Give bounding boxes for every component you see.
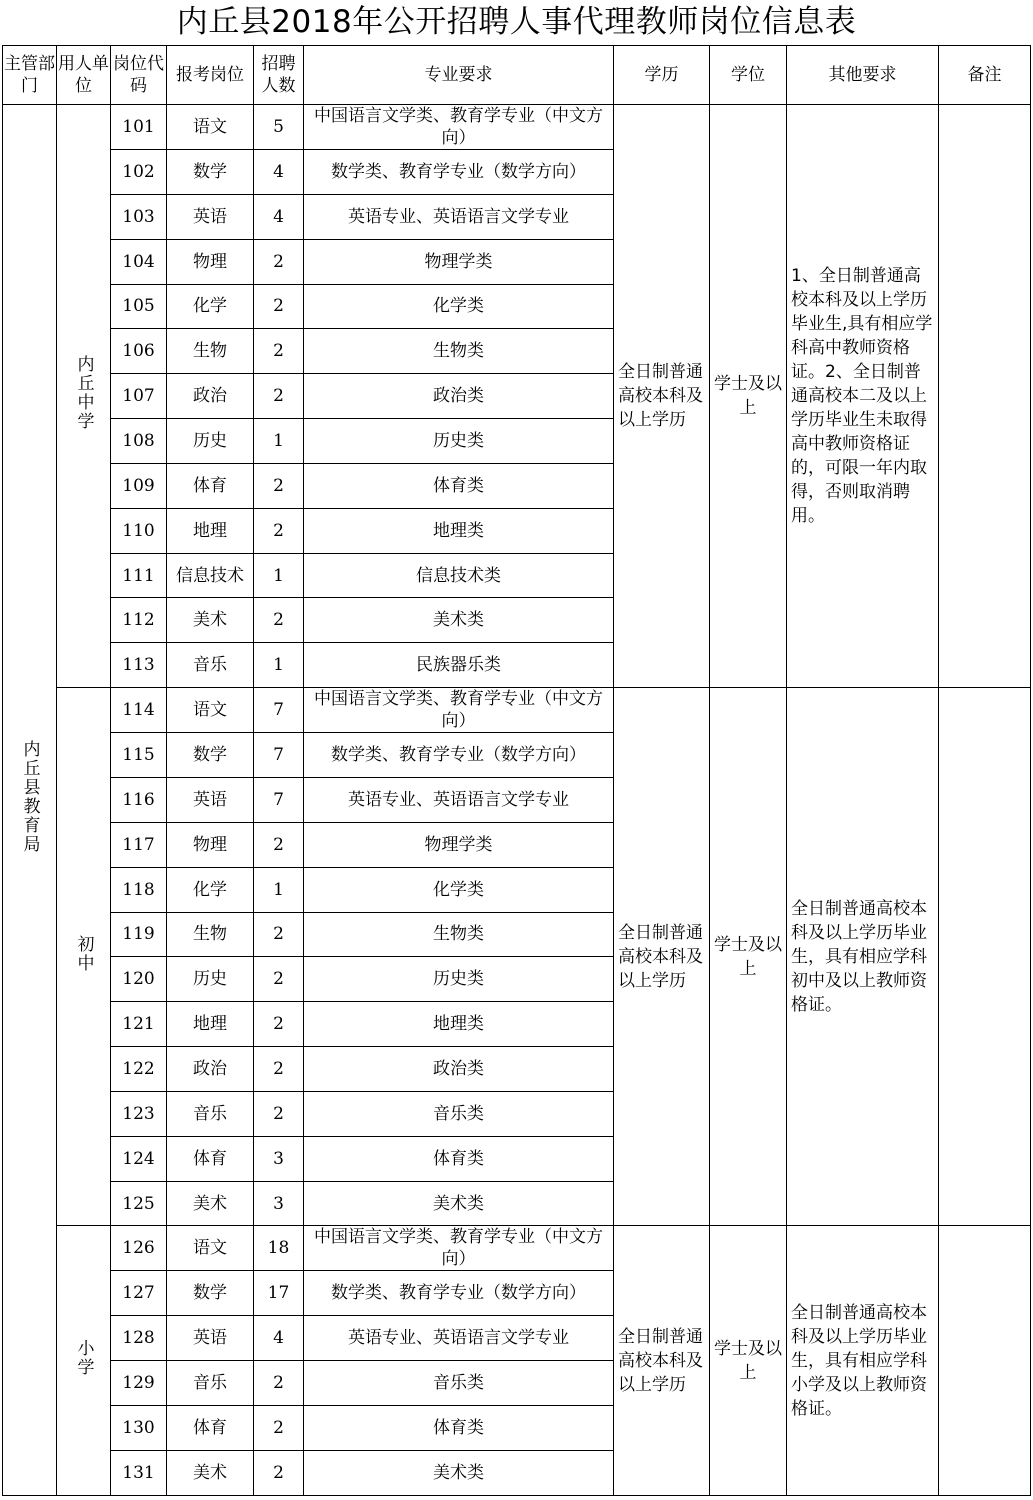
position-name: 化学 [167, 284, 254, 329]
position-code: 105 [111, 284, 167, 329]
header-unit: 用人单位 [57, 46, 111, 105]
major-requirement: 政治类 [304, 374, 614, 419]
position-count: 3 [254, 1136, 304, 1181]
position-code: 128 [111, 1316, 167, 1361]
position-code: 101 [111, 105, 167, 150]
unit-name: 小学 [73, 1338, 94, 1377]
position-name: 数学 [167, 733, 254, 778]
position-name: 生物 [167, 912, 254, 957]
position-name: 语文 [167, 105, 254, 150]
position-count: 3 [254, 1181, 304, 1226]
position-code: 118 [111, 867, 167, 912]
position-code: 120 [111, 957, 167, 1002]
major-requirement: 英语专业、英语语言文学专业 [304, 1316, 614, 1361]
table-row [3, 105, 1031, 150]
unit-cell [57, 688, 111, 1226]
major-requirement: 化学类 [304, 284, 614, 329]
other-requirement: 全日制普通高校本科及以上学历毕业生，具有相应学科小学及以上教师资格证。 [787, 1226, 939, 1496]
position-name: 化学 [167, 867, 254, 912]
position-code: 127 [111, 1271, 167, 1316]
major-requirement: 生物类 [304, 912, 614, 957]
major-requirement: 美术类 [304, 1450, 614, 1495]
major-requirement: 生物类 [304, 329, 614, 374]
position-count: 2 [254, 912, 304, 957]
position-code: 106 [111, 329, 167, 374]
major-requirement: 物理学类 [304, 239, 614, 284]
position-name: 音乐 [167, 1091, 254, 1136]
position-name: 英语 [167, 194, 254, 239]
position-count: 2 [254, 463, 304, 508]
degree-requirement: 学士及以上 [710, 688, 787, 1226]
position-code: 123 [111, 1091, 167, 1136]
major-requirement: 历史类 [304, 419, 614, 464]
header-other: 其他要求 [787, 46, 939, 105]
position-code: 104 [111, 239, 167, 284]
position-count: 2 [254, 1361, 304, 1406]
positions-table [2, 45, 1031, 1496]
position-count: 1 [254, 867, 304, 912]
degree-requirement: 学士及以上 [710, 1226, 787, 1496]
position-name: 音乐 [167, 1361, 254, 1406]
major-requirement: 美术类 [304, 1181, 614, 1226]
position-count: 2 [254, 1091, 304, 1136]
position-name: 美术 [167, 598, 254, 643]
position-code: 130 [111, 1405, 167, 1450]
position-code: 122 [111, 1047, 167, 1092]
position-name: 物理 [167, 239, 254, 284]
major-requirement: 音乐类 [304, 1091, 614, 1136]
position-count: 2 [254, 284, 304, 329]
degree-requirement: 学士及以上 [710, 105, 787, 688]
position-name: 英语 [167, 778, 254, 823]
major-requirement: 物理学类 [304, 822, 614, 867]
position-name: 历史 [167, 957, 254, 1002]
other-requirement: 全日制普通高校本科及以上学历毕业生，具有相应学科初中及以上教师资格证。 [787, 688, 939, 1226]
position-name: 语文 [167, 688, 254, 733]
position-count: 2 [254, 1047, 304, 1092]
position-count: 4 [254, 1316, 304, 1361]
header-code: 岗位代码 [111, 46, 167, 105]
position-count: 2 [254, 239, 304, 284]
header-education: 学历 [614, 46, 710, 105]
position-code: 103 [111, 194, 167, 239]
position-name: 体育 [167, 1405, 254, 1450]
remark-cell [939, 105, 1031, 688]
page-title: 内丘县2018年公开招聘人事代理教师岗位信息表 [176, 4, 857, 40]
position-name: 语文 [167, 1226, 254, 1271]
position-count: 2 [254, 508, 304, 553]
position-count: 2 [254, 1002, 304, 1047]
major-requirement: 历史类 [304, 957, 614, 1002]
position-name: 体育 [167, 463, 254, 508]
header-major: 专业要求 [304, 46, 614, 105]
education-requirement: 全日制普通高校本科及以上学历 [614, 688, 710, 1226]
position-name: 美术 [167, 1181, 254, 1226]
position-count: 2 [254, 822, 304, 867]
position-code: 110 [111, 508, 167, 553]
major-requirement: 数学类、教育学专业（数学方向） [304, 1271, 614, 1316]
remark-cell [939, 1226, 1031, 1496]
position-count: 7 [254, 778, 304, 823]
position-name: 历史 [167, 419, 254, 464]
position-code: 111 [111, 553, 167, 598]
position-code: 121 [111, 1002, 167, 1047]
table-row [3, 1226, 1031, 1271]
position-name: 英语 [167, 1316, 254, 1361]
position-count: 2 [254, 374, 304, 419]
position-count: 4 [254, 150, 304, 195]
header-remark: 备注 [939, 46, 1031, 105]
major-requirement: 中国语言文学类、教育学专业（中文方向） [304, 105, 614, 150]
major-requirement: 中国语言文学类、教育学专业（中文方向） [304, 1226, 614, 1271]
unit-name: 初中 [73, 934, 94, 973]
position-code: 108 [111, 419, 167, 464]
position-count: 5 [254, 105, 304, 150]
position-name: 地理 [167, 1002, 254, 1047]
position-count: 7 [254, 688, 304, 733]
major-requirement: 数学类、教育学专业（数学方向） [304, 733, 614, 778]
major-requirement: 体育类 [304, 463, 614, 508]
position-code: 114 [111, 688, 167, 733]
remark-cell [939, 688, 1031, 1226]
position-count: 18 [254, 1226, 304, 1271]
position-count: 17 [254, 1271, 304, 1316]
table-body [3, 105, 1031, 1496]
position-code: 107 [111, 374, 167, 419]
position-count: 1 [254, 419, 304, 464]
position-count: 2 [254, 957, 304, 1002]
position-code: 117 [111, 822, 167, 867]
table-row [3, 688, 1031, 733]
position-count: 2 [254, 1450, 304, 1495]
position-code: 112 [111, 598, 167, 643]
major-requirement: 地理类 [304, 508, 614, 553]
department-name: 内丘县教育局 [19, 740, 40, 854]
position-code: 119 [111, 912, 167, 957]
position-name: 美术 [167, 1450, 254, 1495]
position-code: 113 [111, 643, 167, 688]
major-requirement: 体育类 [304, 1136, 614, 1181]
position-name: 数学 [167, 1271, 254, 1316]
position-code: 131 [111, 1450, 167, 1495]
position-code: 124 [111, 1136, 167, 1181]
position-name: 音乐 [167, 643, 254, 688]
position-count: 1 [254, 643, 304, 688]
major-requirement: 信息技术类 [304, 553, 614, 598]
major-requirement: 音乐类 [304, 1361, 614, 1406]
position-code: 109 [111, 463, 167, 508]
position-name: 数学 [167, 150, 254, 195]
position-name: 政治 [167, 1047, 254, 1092]
position-count: 2 [254, 1405, 304, 1450]
header-row [3, 46, 1031, 105]
position-code: 102 [111, 150, 167, 195]
position-code: 126 [111, 1226, 167, 1271]
position-code: 116 [111, 778, 167, 823]
major-requirement: 化学类 [304, 867, 614, 912]
header-degree: 学位 [710, 46, 787, 105]
education-requirement: 全日制普通高校本科及以上学历 [614, 1226, 710, 1496]
other-requirement: 1、全日制普通高校本科及以上学历毕业生,具有相应学科高中教师资格证。2、全日制普通高校本二及以上学历毕业生未取得高中教师资格证的，可限一年内取得，否则取消聘用。 [787, 105, 939, 688]
position-count: 7 [254, 733, 304, 778]
major-requirement: 地理类 [304, 1002, 614, 1047]
position-count: 2 [254, 598, 304, 643]
unit-cell [57, 1226, 111, 1496]
position-name: 地理 [167, 508, 254, 553]
header-count: 招聘人数 [254, 46, 304, 105]
major-requirement: 中国语言文学类、教育学专业（中文方向） [304, 688, 614, 733]
major-requirement: 政治类 [304, 1047, 614, 1092]
major-requirement: 民族器乐类 [304, 643, 614, 688]
position-code: 125 [111, 1181, 167, 1226]
position-name: 信息技术 [167, 553, 254, 598]
position-count: 1 [254, 553, 304, 598]
major-requirement: 英语专业、英语语言文学专业 [304, 778, 614, 823]
position-count: 4 [254, 194, 304, 239]
major-requirement: 数学类、教育学专业（数学方向） [304, 150, 614, 195]
unit-cell [57, 105, 111, 688]
position-name: 政治 [167, 374, 254, 419]
position-code: 115 [111, 733, 167, 778]
education-requirement: 全日制普通高校本科及以上学历 [614, 105, 710, 688]
major-requirement: 英语专业、英语语言文学专业 [304, 194, 614, 239]
major-requirement: 美术类 [304, 598, 614, 643]
header-dept: 主管部门 [3, 46, 57, 105]
department-cell [3, 105, 57, 1496]
position-name: 体育 [167, 1136, 254, 1181]
header-post: 报考岗位 [167, 46, 254, 105]
unit-name: 内丘中学 [73, 355, 94, 432]
position-code: 129 [111, 1361, 167, 1406]
position-name: 物理 [167, 822, 254, 867]
major-requirement: 体育类 [304, 1405, 614, 1450]
position-name: 生物 [167, 329, 254, 374]
position-count: 2 [254, 329, 304, 374]
